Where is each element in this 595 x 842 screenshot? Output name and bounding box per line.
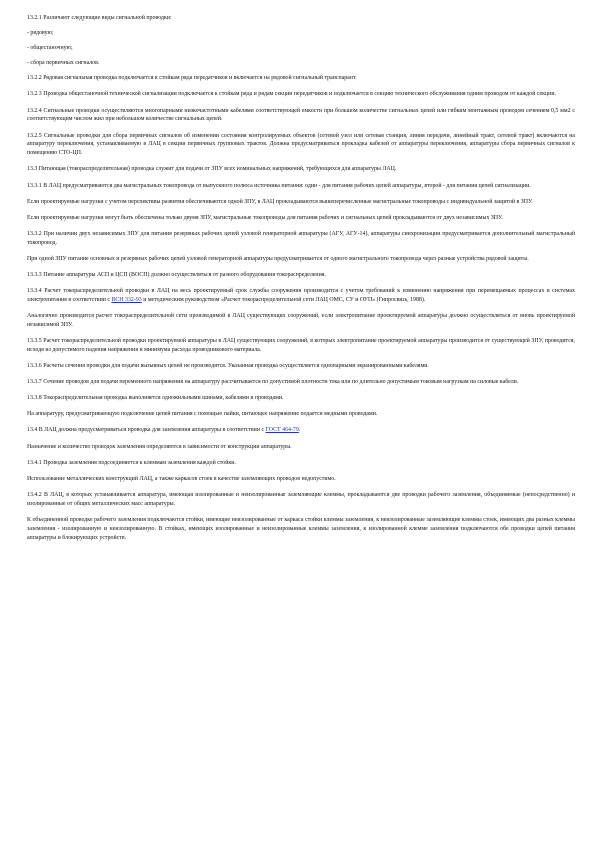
paragraph-text: - сбора первичных сигналов. xyxy=(27,60,100,67)
paragraph-text: - рядовую; xyxy=(27,30,54,37)
paragraph-text: 13.2.4 Сигнальные проводки осуществляются многопарными низкочастотными кабелями соответствующей емкости при большом количестве сигнальных цепей или гибким монтажным проводом сечением 0,5 мм2 с соответствующим числом жил при небольшом количестве сигнальных цепей. xyxy=(27,107,575,123)
paragraph-text: 13.3.3 Питание аппаратуры АСП и ЦСП (ВОСП) должно осуществляться от разного оборудования токораспределения. xyxy=(27,271,326,278)
document-paragraph xyxy=(27,14,575,23)
document-paragraph xyxy=(27,90,575,99)
paragraph-text: 13.3.7 Сечение проводов для подачи переменного напряжения на аппаратуру рассчитывается по допустимой плотности тока или по длительно допустимым токовым нагрузкам на силовые кабели. xyxy=(27,379,519,386)
document-paragraph xyxy=(27,74,575,83)
paragraph-text: 13.4.2 В ЛАЦ, в которых устанавливается аппаратура, имеющая изолированные и неизолированные заземляющие клеммы, прокладываются две проводки рабочего заземления, объединяемые (непосредственно) и изолированные от общих металлических масс аппаратуры. xyxy=(27,491,575,507)
document-paragraph xyxy=(27,182,575,191)
document-paragraph xyxy=(27,29,575,38)
paragraph-text: 13.3.1 В ЛАЦ предусматриваются два магистральных токопровода от выпускного полюса источника питания: один - для питания рабочих цепей аппаратуры, второй - для питания цепей сигнализации. xyxy=(27,182,531,189)
document-paragraph xyxy=(27,378,575,387)
document-paragraph xyxy=(27,410,575,419)
paragraph-text: 13.3.5 Расчет токораспределительной проводки проектируемой аппаратуры в ЛАЦ существующих сооружений, в которых электропитание проектируемой аппаратуры производится от существующей ЗПУ, проводится, исходя из допустимого падения напряжения и минимума расхода проводникового материала. xyxy=(27,338,575,353)
document-paragraph xyxy=(27,362,575,371)
document-paragraph xyxy=(27,107,575,125)
document-paragraph xyxy=(27,165,575,174)
paragraph-text: 13.2.3 Проводка общестаночной технической сигнализации подключается к стойкам ряда и рядам секции передатчиков и подключается в секцию технического обслуживания одним проводом от каждой секции. xyxy=(27,91,556,98)
paragraph-text: Если проектируемые нагрузки с учетом перспективы развития обеспечиваются одной ЗПУ, в ЛАЦ прокладываются вышеперечисленные магистральные токопроводы с индивидуальной защитой в ЗПУ. xyxy=(27,198,533,205)
document-paragraph xyxy=(27,44,575,53)
paragraph-text: 13.4.1 Проводка заземления подсоединяется к клеммам заземления каждой стойки. xyxy=(27,459,236,466)
paragraph-text: Назначение и количество проводок заземления определяются в зависимости от конструкции аппаратуры. xyxy=(27,443,292,450)
document-paragraph xyxy=(27,516,575,543)
document-paragraph xyxy=(27,271,575,280)
standard-link[interactable]: ВСН 332-93 xyxy=(111,296,142,303)
paragraph-text: На аппаратуру, предусматривающую подключение цепей питания с помощью пайки, питающее напряжение подается медными проводами. xyxy=(27,411,378,418)
document-paragraph xyxy=(27,491,575,509)
paragraph-text: 13.4 В ЛАЦ должна предусматриваться проводка для заземления аппаратуры в соответствии с xyxy=(27,427,266,434)
document-paragraph xyxy=(27,337,575,355)
document-paragraph xyxy=(27,132,575,159)
paragraph-text: 13.3.6 Расчеты сечения проводки для подачи вызывных цепей не производятся. Указанная проводка осуществляется однопарными экранированными кабелями. xyxy=(27,363,429,370)
paragraph-text-tail: и методическим руководством «Расчет токораспределительной сети ЛАЦ ОМС, СУ и ОУП» (Гипросвязь, 1988). xyxy=(141,296,426,303)
paragraph-text-tail: . xyxy=(298,427,301,434)
document-paragraph xyxy=(27,255,575,264)
paragraph-text: 13.3.4 Расчет токораспределительной проводки в ЛАЦ на весь проектируемый срок службы сооружения производится с учетом требований к изменению напряжения при перемещаемых процессах в системах электропитания в соответствии с xyxy=(27,288,575,303)
paragraph-text: Использование металлических конструкций ЛАЦ, а также каркасов стоек в качестве заземляющих проводов недопустимо. xyxy=(27,475,336,482)
paragraph-text: К объединенной проводке рабочего заземления подключаются стойки, имеющие неизолированные от каркаса стойки клеммы заземления, к неизолированные заземляющие клеммы стоек, имеющих два разных клеммы заземления - изолированную и неизолированную. В стойках, имеющих изолированные и неизолированные клеммы заземления, к изолированной клемме заземления подключаются обе проводки цепей питания аппаратуры и блокирующих устройств. xyxy=(27,516,575,541)
document-paragraph xyxy=(27,426,575,435)
paragraph-text: 13.3 Питающая (токораспределительная) проводка служит для подачи от ЗПУ всех номинальных напряжений, требующихся для аппаратуры ЛАЦ. xyxy=(27,166,397,173)
document-paragraph xyxy=(27,214,575,223)
paragraph-text: 13.2.1 Различают следующие виды сигнальной проводки: xyxy=(27,15,172,21)
document-paragraph xyxy=(27,59,575,68)
paragraph-text: 13.3.8 Токораспределительная проводка выполняется одножильными шинами, кабелями и проводами. xyxy=(27,395,284,402)
paragraph-text: Если проектируемые нагрузки могут быть обеспечены только двумя ЗПУ, магистральные токопроводы для питания рабочих и сигнальных цепей прокладываются от двух независимых ЗПУ. xyxy=(27,214,503,221)
document-paragraph xyxy=(27,475,575,484)
document-paragraph xyxy=(27,394,575,403)
document-page xyxy=(27,14,575,550)
document-paragraph xyxy=(27,459,575,468)
paragraph-text: При одной ЗПУ питание основных и резервных рабочих цепей узловой генераторной аппаратуры предусматривается от одного магистрального токопровода через разные устройства рядовой защиты. xyxy=(27,255,529,262)
standard-link[interactable]: ГОСТ 464-79 xyxy=(265,427,299,434)
paragraph-text: 13.2.5 Сигнальные проводки для сбора первичных сигналов об изменении состояния контролируемых объектов (сетевой узел или сетевая станция, линия передачи, линейный тракт, сетевой тракт) включаются на аппаратуру переключения, устанавливаемую в ЛАЦ в секции первичных групповых трактов. Должна предусматриваться прокладка кабелей от аппаратуры переключения, аппаратуры сбора первичных сигналов к помещению СТО-ЦП. xyxy=(27,132,575,157)
document-paragraph xyxy=(27,443,575,452)
document-paragraph xyxy=(27,230,575,248)
document-paragraph xyxy=(27,287,575,305)
document-paragraph xyxy=(27,198,575,207)
paragraph-text: Аналогично производится расчет токораспределительной сети производимой в ЛАЦ существующих сооружений, если электропитание проектируемой аппаратуры должно осуществляться от вновь проектируемой независимой ЗПУ. xyxy=(27,313,575,328)
paragraph-text: 13.3.2 При наличии двух независимых ЗПУ для питания резервных рабочих цепей узловой генераторной аппаратуры (АГУ, АГУ-14), аппаратуры синхронизации предусматривается дополнительный магистральный токопровод. xyxy=(27,230,575,246)
document-paragraph xyxy=(27,312,575,330)
paragraph-text: 13.2.2 Рядовая сигнальная проводка подключается к стойкам ряда передатчиков и включается на рядовой сигнальный транспарант. xyxy=(27,75,357,82)
paragraph-text: - общестаночную; xyxy=(27,45,73,52)
